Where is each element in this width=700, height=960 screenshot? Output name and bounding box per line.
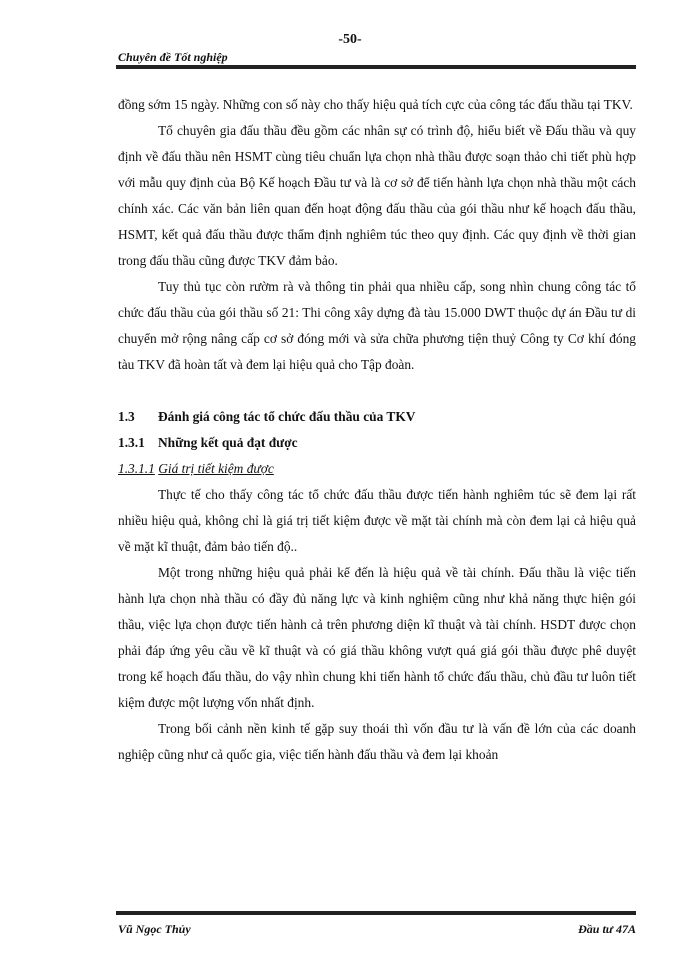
section-heading-1-3-1 [118,430,636,456]
section-number: 1.3 [118,409,135,424]
section-heading-1-3-1-1 [118,456,636,482]
section-title: Đánh giá công tác tổ chức đấu thầu của TKV [158,409,416,424]
paragraph: Trong bối cảnh nền kinh tế gặp suy thoái thì vốn đầu tư là vấn đề lớn của các doanh nghiệp cũng như cả quốc gia, việc tiến hành đấu thầu và đem lại khoản [118,721,636,762]
document-body [118,92,636,768]
footer-class-label: Đầu tư 47A [578,922,636,936]
paragraph: đồng sớm 15 ngày. Những con số này cho thấy hiệu quả tích cực của công tác đấu thầu tại TKV. [118,97,633,112]
paragraph: Thực tế cho thấy công tác tổ chức đấu thầu được tiến hành nghiêm túc sẽ đem lại rất nhiều hiệu quả, không chỉ là giá trị tiết kiệm được về mặt tài chính mà còn đem lại cả hiệu quả về mặt kĩ thuật, đảm bảo tiến độ.. [118,487,636,554]
header-label: Chuyên đề Tốt nghiệp [118,50,228,64]
section-title: Những kết quả đạt được [158,435,298,450]
footer-rule [116,911,636,915]
page-number: -50- [338,32,362,47]
section-number: 1.3.1 [118,435,145,450]
paragraph: Tổ chuyên gia đấu thầu đều gồm các nhân sự có trình độ, hiểu biết về Đấu thầu và quy định về đấu thầu nên HSMT cùng tiêu chuẩn lựa chọn nhà thầu được soạn thảo chi tiết phù hợp với mẫu quy định của Bộ Kế hoạch Đầu tư và là cơ sở để tiến hành lựa chọn nhà thầu một cách chính xác. Các văn bản liên quan đến hoạt động đấu thầu của gói thầu như kế hoạch đấu thầu, HSMT, kết quả đấu thầu được thẩm định nghiêm túc theo quy định. Các quy định về thời gian trong đấu thầu cũng được TKV đảm bảo. [118,123,636,268]
footer-author: Vũ Ngọc Thủy [118,922,191,936]
section-title: Giá trị tiết kiệm được [158,461,274,476]
paragraph: Một trong những hiệu quả phải kể đến là hiệu quả về tài chính. Đấu thầu là việc tiến hành lựa chọn nhà thầu có đầy đủ năng lực và kinh nghiệm cũng như khả năng thực hiện gói thầu, việc lựa chọn được tiến hành cả trên phương diện kĩ thuật và tài chính. HSDT được chọn phải đáp ứng yêu cầu về kĩ thuật và có giá thầu không vượt quá giá gói thầu được phê duyệt trong kế hoạch đấu thầu, do vậy nhìn chung khi tiến hành tổ chức đấu thầu, chủ đầu tư luôn tiết kiệm được một lượng vốn nhất định. [118,565,636,710]
section-heading-1-3 [118,404,636,430]
paragraph: Tuy thủ tục còn rườm rà và thông tin phải qua nhiều cấp, song nhìn chung công tác tổ chức đấu thầu của gói thầu số 21: Thi công xây dựng đà tàu 15.000 DWT thuộc dự án Đầu tư di chuyển mở rộng nâng cấp cơ sở đóng mới và sửa chữa phương tiện thuỷ Công ty Cơ khí đóng tàu TKV đã hoàn tất và đem lại hiệu quả cho Tập đoàn. [118,279,636,372]
header-rule [116,65,636,69]
section-number: 1.3.1.1 [118,461,155,476]
